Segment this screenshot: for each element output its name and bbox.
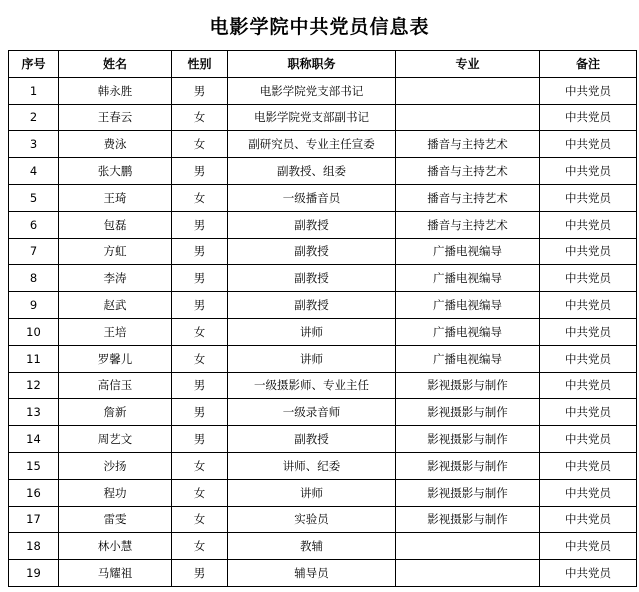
cell-position: 教辅 [228,533,396,560]
cell-major: 播音与主持艺术 [396,184,540,211]
cell-note: 中共党员 [540,372,637,399]
cell-major: 广播电视编导 [396,265,540,292]
cell-position: 副教授 [228,238,396,265]
cell-gender: 女 [172,506,228,533]
cell-gender: 女 [172,479,228,506]
cell-name: 李涛 [59,265,172,292]
table-row [9,479,637,506]
cell-name: 方虹 [59,238,172,265]
cell-no: 3 [9,131,59,158]
cell-name: 罗馨儿 [59,345,172,372]
cell-major: 播音与主持艺术 [396,131,540,158]
header-gender: 性别 [172,51,228,78]
cell-major [396,533,540,560]
cell-note: 中共党员 [540,158,637,185]
cell-position: 副教授 [228,292,396,319]
cell-position: 实验员 [228,506,396,533]
cell-gender: 男 [172,211,228,238]
cell-gender: 男 [172,238,228,265]
cell-major: 影视摄影与制作 [396,506,540,533]
cell-no: 12 [9,372,59,399]
cell-major: 广播电视编导 [396,238,540,265]
table-row [9,426,637,453]
cell-major: 播音与主持艺术 [396,211,540,238]
cell-gender: 女 [172,184,228,211]
cell-gender: 男 [172,292,228,319]
cell-position: 电影学院党支部副书记 [228,104,396,131]
page-title: 电影学院中共党员信息表 [209,16,430,38]
cell-no: 11 [9,345,59,372]
cell-no: 18 [9,533,59,560]
cell-major: 广播电视编导 [396,318,540,345]
cell-note: 中共党员 [540,479,637,506]
cell-position: 副教授 [228,211,396,238]
cell-name: 马耀祖 [59,560,172,587]
cell-position: 电影学院党支部书记 [228,77,396,104]
cell-note: 中共党员 [540,533,637,560]
header-no: 序号 [9,51,59,78]
cell-note: 中共党员 [540,104,637,131]
cell-no: 6 [9,211,59,238]
cell-name: 沙扬 [59,452,172,479]
cell-major: 影视摄影与制作 [396,452,540,479]
cell-no: 19 [9,560,59,587]
cell-name: 詹新 [59,399,172,426]
cell-major: 影视摄影与制作 [396,479,540,506]
cell-gender: 男 [172,372,228,399]
cell-no: 16 [9,479,59,506]
table-row [9,318,637,345]
cell-position: 辅导员 [228,560,396,587]
header-row [9,51,637,78]
cell-name: 雷雯 [59,506,172,533]
cell-no: 7 [9,238,59,265]
cell-note: 中共党员 [540,77,637,104]
cell-position: 讲师 [228,479,396,506]
cell-note: 中共党员 [540,399,637,426]
cell-position: 讲师 [228,318,396,345]
cell-gender: 男 [172,265,228,292]
cell-gender: 男 [172,426,228,453]
table-row [9,345,637,372]
header-note: 备注 [540,51,637,78]
cell-note: 中共党员 [540,238,637,265]
cell-major [396,560,540,587]
cell-note: 中共党员 [540,292,637,319]
table-row [9,158,637,185]
table-row [9,560,637,587]
cell-name: 王培 [59,318,172,345]
cell-major: 广播电视编导 [396,292,540,319]
cell-major [396,77,540,104]
cell-major: 影视摄影与制作 [396,426,540,453]
cell-name: 高信玉 [59,372,172,399]
cell-no: 1 [9,77,59,104]
table-row [9,533,637,560]
cell-name: 赵武 [59,292,172,319]
cell-major [396,104,540,131]
cell-position: 副教授、组委 [228,158,396,185]
cell-name: 周艺文 [59,426,172,453]
header-position: 职称职务 [228,51,396,78]
header-name: 姓名 [59,51,172,78]
cell-no: 8 [9,265,59,292]
cell-name: 张大鹏 [59,158,172,185]
table-row [9,399,637,426]
cell-gender: 男 [172,77,228,104]
table-row [9,184,637,211]
cell-major: 影视摄影与制作 [396,399,540,426]
table-row [9,211,637,238]
table-row [9,506,637,533]
cell-name: 费泳 [59,131,172,158]
cell-note: 中共党员 [540,560,637,587]
cell-note: 中共党员 [540,265,637,292]
cell-position: 一级摄影师、专业主任 [228,372,396,399]
table-row [9,77,637,104]
cell-gender: 女 [172,318,228,345]
cell-no: 5 [9,184,59,211]
cell-name: 林小慧 [59,533,172,560]
cell-gender: 女 [172,131,228,158]
cell-gender: 男 [172,560,228,587]
cell-note: 中共党员 [540,318,637,345]
table-row [9,131,637,158]
cell-no: 4 [9,158,59,185]
table-row [9,292,637,319]
cell-major: 影视摄影与制作 [396,372,540,399]
table-row [9,372,637,399]
table-row [9,238,637,265]
cell-no: 2 [9,104,59,131]
cell-gender: 女 [172,345,228,372]
cell-gender: 女 [172,533,228,560]
cell-name: 王春云 [59,104,172,131]
header-major: 专业 [396,51,540,78]
cell-gender: 女 [172,452,228,479]
cell-note: 中共党员 [540,211,637,238]
member-table [8,50,637,587]
cell-gender: 男 [172,158,228,185]
cell-no: 17 [9,506,59,533]
cell-no: 10 [9,318,59,345]
cell-note: 中共党员 [540,506,637,533]
cell-position: 副教授 [228,265,396,292]
cell-major: 广播电视编导 [396,345,540,372]
table-row [9,265,637,292]
cell-note: 中共党员 [540,131,637,158]
cell-name: 王琦 [59,184,172,211]
table-row [9,104,637,131]
cell-position: 一级录音师 [228,399,396,426]
cell-note: 中共党员 [540,345,637,372]
cell-name: 韩永胜 [59,77,172,104]
cell-position: 副教授 [228,426,396,453]
cell-note: 中共党员 [540,452,637,479]
cell-note: 中共党员 [540,184,637,211]
table-row [9,452,637,479]
cell-position: 讲师 [228,345,396,372]
cell-name: 包磊 [59,211,172,238]
cell-position: 讲师、纪委 [228,452,396,479]
cell-no: 15 [9,452,59,479]
cell-position: 副研究员、专业主任宣委 [228,131,396,158]
cell-note: 中共党员 [540,426,637,453]
cell-position: 一级播音员 [228,184,396,211]
cell-no: 13 [9,399,59,426]
cell-gender: 男 [172,399,228,426]
cell-major: 播音与主持艺术 [396,158,540,185]
cell-gender: 女 [172,104,228,131]
cell-no: 9 [9,292,59,319]
cell-name: 程功 [59,479,172,506]
cell-no: 14 [9,426,59,453]
